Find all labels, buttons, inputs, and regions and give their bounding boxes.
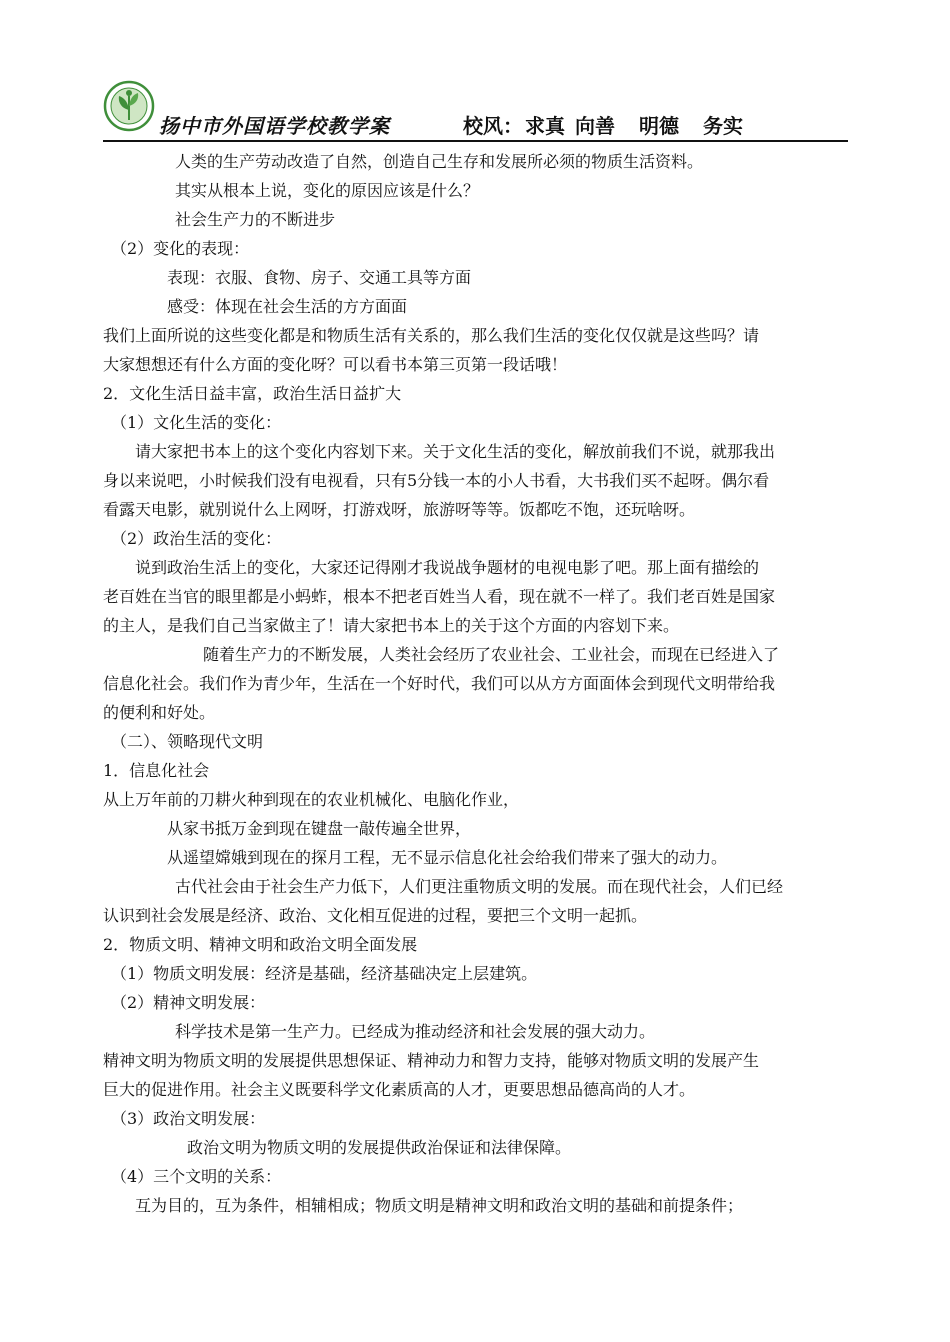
section-heading: 2．文化生活日益丰富，政治生活日益扩大: [103, 384, 402, 403]
text-line: 精神文明为物质文明的发展提供思想保证、精神动力和智力支持，能够对物质文明的发展产生: [103, 1051, 760, 1070]
header-divider: [103, 140, 848, 142]
subsection-heading: （1）物质文明发展：经济是基础，经济基础决定上层建筑。: [111, 964, 538, 983]
text-line: 科学技术是第一生产力。已经成为推动经济和社会发展的强大动力。: [175, 1022, 656, 1041]
motto-item: 向善: [575, 114, 615, 138]
text-line: 说到政治生活上的变化，大家还记得刚才我说战争题材的电视电影了吧。那上面有描绘的: [135, 558, 760, 577]
text-line: 看露天电影，就别说什么上网呀，打游戏呀，旅游呀等等。饭都吃不饱，还玩啥呀。: [103, 500, 696, 519]
document-header: [103, 80, 848, 142]
subsection-heading: （2）政治生活的变化：: [111, 529, 282, 548]
section-heading: 2．物质文明、精神文明和政治文明全面发展: [103, 935, 418, 954]
text-line: 巨大的促进作用。社会主义既要科学文化素质高的人才，更要思想品德高尚的人才。: [103, 1080, 696, 1099]
text-line: 我们上面所说的这些变化都是和物质生活有关系的，那么我们生活的变化仅仅就是这些吗？请: [103, 326, 760, 345]
motto-item: 明德: [639, 114, 679, 138]
text-line: 大家想想还有什么方面的变化呀？可以看书本第三页第一段话哦！: [103, 355, 568, 374]
section-heading: 1．信息化社会: [103, 761, 210, 780]
text-line: 其实从根本上说，变化的原因应该是什么？: [175, 181, 480, 200]
subsection-heading: （4）三个文明的关系：: [111, 1167, 282, 1186]
school-name: 扬中市外国语学校教学案: [159, 114, 390, 138]
text-line: 古代社会由于社会生产力低下，人们更注重物质文明的发展。而在现代社会，人们已经: [175, 877, 784, 896]
text-line: 认识到社会发展是经济、政治、文化相互促进的过程，要把三个文明一起抓。: [103, 906, 648, 925]
school-logo-icon: [103, 80, 155, 132]
text-line: 老百姓在当官的眼里都是小蚂蚱，根本不把老百姓当人看，现在就不一样了。我们老百姓是国家: [103, 587, 776, 606]
subsection-heading: （3）政治文明发展：: [111, 1109, 266, 1128]
section-heading: （二）、领略现代文明: [111, 732, 264, 751]
text-line: 的主人，是我们自己当家做主了！请大家把书本上的关于这个方面的内容划下来。: [103, 616, 680, 635]
text-line: 从遥望嫦娥到现在的探月工程，无不显示信息化社会给我们带来了强大的动力。: [167, 848, 728, 867]
text-line: 人类的生产劳动改造了自然，创造自己生存和发展所必须的物质生活资料。: [175, 152, 704, 171]
motto-label: 校风：: [463, 114, 523, 138]
text-line: 政治文明为物质文明的发展提供政治保证和法律保障。: [187, 1138, 572, 1157]
subsection-heading: （2）变化的表现：: [111, 239, 250, 258]
text-line: 随着生产力的不断发展，人类社会经历了农业社会、工业社会，而现在已经进入了: [203, 645, 780, 664]
text-line: 表现：衣服、食物、房子、交通工具等方面: [167, 268, 472, 287]
subsection-heading: （1）文化生活的变化：: [111, 413, 282, 432]
text-line: 社会生产力的不断进步: [175, 210, 336, 229]
motto-item: 务实: [703, 114, 743, 138]
text-line: 从家书抵万金到现在键盘一敲传遍全世界，: [167, 819, 472, 838]
text-line: 身以来说吧，小时候我们没有电视看，只有5分钱一本的小人书看，大书我们买不起呀。偶尔看: [103, 471, 770, 490]
subsection-heading: （2）精神文明发展：: [111, 993, 266, 1012]
school-motto: [463, 110, 757, 139]
lesson-body: [103, 147, 848, 1220]
text-line: 的便利和好处。: [103, 703, 216, 722]
motto-item: 求真: [525, 114, 565, 138]
text-line: 感受：体现在社会生活的方方面面: [167, 297, 408, 316]
text-line: 从上万年前的刀耕火种到现在的农业机械化、电脑化作业，: [103, 790, 520, 809]
text-line: 互为目的，互为条件，相辅相成；物质文明是精神文明和政治文明的基础和前提条件；: [135, 1196, 744, 1215]
text-line: 信息化社会。我们作为青少年，生活在一个好时代，我们可以从方方面面体会到现代文明带给我: [103, 674, 776, 693]
text-line: 请大家把书本上的这个变化内容划下来。关于文化生活的变化，解放前我们不说，就那我出: [135, 442, 776, 461]
